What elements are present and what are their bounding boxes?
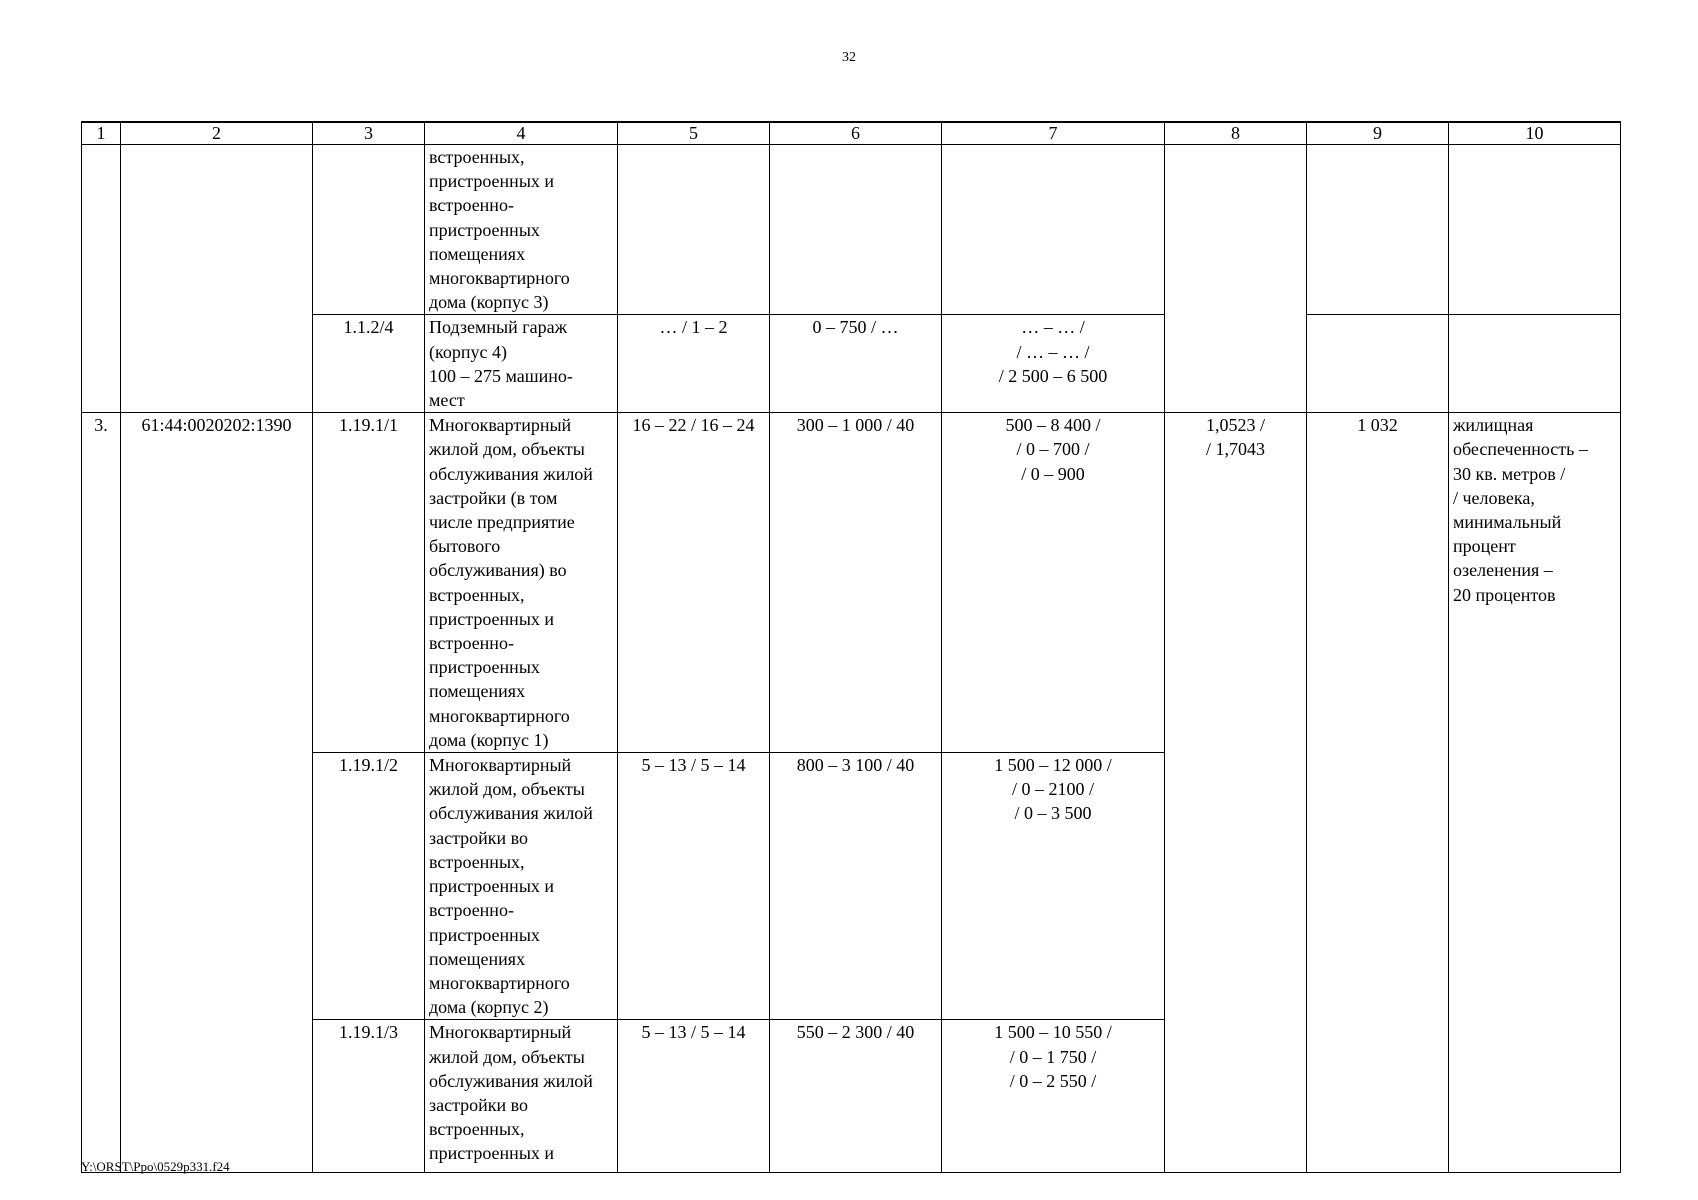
- column-header: 7: [942, 122, 1165, 145]
- cell-object-description: Многоквартирный жилой дом, объекты обслуживания жилой застройки (в том числе предприятие бытового обслуживания) во встроенных, пристроенных и встроенно- пристроенных помещениях многоквартирного дома (корпус 1): [425, 413, 618, 753]
- cell-object-description: Подземный гараж (корпус 4) 100 – 275 машино- мест: [425, 315, 618, 413]
- cell-floor-area: [942, 145, 1165, 315]
- cell-zone-code: 1.19.1/1: [313, 413, 425, 753]
- column-header: 2: [121, 122, 313, 145]
- cell-population: [1307, 145, 1449, 315]
- cell-floors: [618, 145, 770, 315]
- column-number-row: [82, 122, 1621, 145]
- cell-floor-area: … – … / / … – … / / 2 500 – 6 500: [942, 315, 1165, 413]
- cell-zone-code: 1.1.2/4: [313, 315, 425, 413]
- cell-floor-area: 500 – 8 400 / / 0 – 700 / / 0 – 900: [942, 413, 1165, 753]
- cell-area: 300 – 1 000 / 40: [770, 413, 942, 753]
- cell-area: 800 – 3 100 / 40: [770, 753, 942, 1020]
- regulations-table: [81, 121, 1621, 1173]
- cell-area: 550 – 2 300 / 40: [770, 1020, 942, 1173]
- cell-floors: 5 – 13 / 5 – 14: [618, 753, 770, 1020]
- cell-cadastral-number: 61:44:0020202:1390: [121, 413, 313, 1173]
- cell-notes: [1449, 315, 1621, 413]
- cell-number: 3.: [82, 413, 121, 1173]
- page-number: 32: [842, 50, 856, 65]
- cell-population: [1307, 315, 1449, 413]
- cell-floors: … / 1 – 2: [618, 315, 770, 413]
- cell-density: [1165, 145, 1307, 413]
- cell-floor-area: 1 500 – 12 000 / / 0 – 2100 / / 0 – 3 500: [942, 753, 1165, 1020]
- column-header: 10: [1449, 122, 1621, 145]
- table-row: [82, 145, 1621, 315]
- column-header: 6: [770, 122, 942, 145]
- cell-notes: [1449, 145, 1621, 315]
- cell-area: 0 – 750 / …: [770, 315, 942, 413]
- column-header: 1: [82, 122, 121, 145]
- cell-area: [770, 145, 942, 315]
- table-row: [82, 315, 1621, 413]
- column-header: 5: [618, 122, 770, 145]
- column-header: 4: [425, 122, 618, 145]
- cell-floor-area: 1 500 – 10 550 / / 0 – 1 750 / / 0 – 2 550 /: [942, 1020, 1165, 1173]
- cell-population: 1 032: [1307, 413, 1449, 1173]
- cell-number: [82, 145, 121, 413]
- footer-file-path: Y:\ORST\Ppo\0529p331.f24: [81, 1159, 230, 1174]
- cell-object-description: Многоквартирный жилой дом, объекты обслуживания жилой застройки во встроенных, пристроенных и: [425, 1020, 618, 1173]
- column-header: 3: [313, 122, 425, 145]
- cell-object-description: встроенных, пристроенных и встроенно- пристроенных помещениях многоквартирного дома (корпус 3): [425, 145, 618, 315]
- cell-zone-code: 1.19.1/2: [313, 753, 425, 1020]
- cell-notes: жилищная обеспеченность – 30 кв. метров / / человека, минимальный процент озеленения – 20 процентов: [1449, 413, 1621, 1173]
- column-header: 8: [1165, 122, 1307, 145]
- cell-object-description: Многоквартирный жилой дом, объекты обслуживания жилой застройки во встроенных, пристроенных и встроенно- пристроенных помещениях многоквартирного дома (корпус 2): [425, 753, 618, 1020]
- cell-cadastral-number: [121, 145, 313, 413]
- cell-density: 1,0523 / / 1,7043: [1165, 413, 1307, 1173]
- column-header: 9: [1307, 122, 1449, 145]
- cell-floors: 16 – 22 / 16 – 24: [618, 413, 770, 753]
- cell-zone-code: [313, 145, 425, 315]
- cell-floors: 5 – 13 / 5 – 14: [618, 1020, 770, 1173]
- table-row: [82, 413, 1621, 753]
- cell-zone-code: 1.19.1/3: [313, 1020, 425, 1173]
